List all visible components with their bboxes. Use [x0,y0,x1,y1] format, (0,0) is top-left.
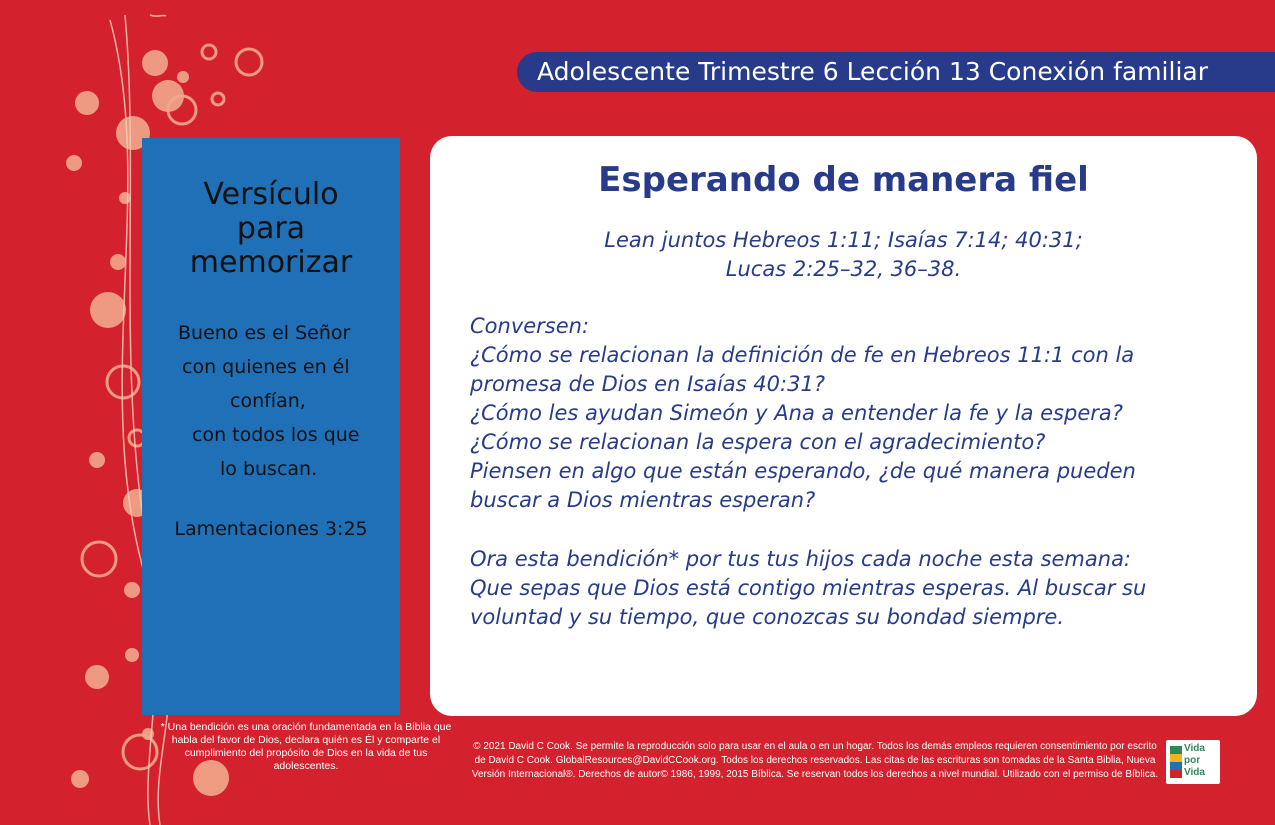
family-connection-card [430,136,1257,716]
header-title: Adolescente Trimestre 6 Lección 13 Conexión familiar [537,57,1208,86]
memory-verse-card [142,138,400,715]
logo-line: Vida [1184,743,1205,754]
blessing-footnote: * Una bendición es una oración fundamentada en la Biblia que habla del favor de Dios, declara quién es Él y comparte el cumplimiento del propósito de Dios en la vida de tus adolescentes. [160,721,452,772]
heading-line: Versículo [203,177,339,212]
verse-line: Bueno es el Señor [178,322,351,344]
discussion-line: ¿Cómo se relacionan la definición de fe en Hebreos 11:1 con la [470,343,1135,367]
blessing-line: Ora esta bendición* por tus tus hijos cada noche esta semana: [470,547,1132,571]
discussion-line: ¿Cómo les ayudan Simeón y Ana a entender la fe y la espera? [470,401,1123,425]
verse-line: lo buscan. [220,458,318,480]
blessing-line: Que sepas que Dios está contigo mientras esperas. Al buscar su [470,576,1147,600]
discussion-line: Conversen: [470,314,590,338]
heading-line: para [236,211,306,246]
verse-line: confían, [230,390,306,412]
heading-line: memorizar [189,245,353,280]
memory-verse-heading [142,178,400,280]
lesson-title: Esperando de manera fiel [598,160,1089,200]
discussion-line: Piensen en algo que están esperando, ¿de qué manera pueden [470,459,1136,483]
logo-line: por [1184,755,1201,766]
blessing-text [470,545,1250,632]
readings-line: Lean juntos Hebreos 1:11; Isaías 7:14; 40:31; [604,228,1083,252]
blessing-line: voluntad y su tiempo, que conozcas su bondad siempre. [470,605,1065,629]
discussion-line: ¿Cómo se relacionan la espera con el agradecimiento? [470,430,1046,454]
vida-por-vida-logo [1166,740,1220,784]
header-banner [517,52,1275,92]
readings-line: Lucas 2:25–32, 36–38. [725,257,962,281]
memory-verse-reference: Lamentaciones 3:25 [174,518,368,540]
memory-verse-text [142,316,400,486]
discussion-line: promesa de Dios en Isaías 40:31? [470,372,825,396]
logo-line: Vida [1184,767,1205,778]
verse-line: con todos los que [192,424,360,446]
copyright-notice: © 2021 David C Cook. Se permite la reproducción solo para usar en el aula o en un hogar. Todos los demás empleos requieren consentimiento por escrito de David C Cook. GlobalResources@DavidCCook.org. Todos los derechos reservados. Las citas de las escrituras son tomadas de la Santa Biblia, Nueva Versión Internacional®. Derechos de autor© 1986, 1999, 2015 Bíblica. Se reservan todos los derechos a nivel mundial. Utilizado con el permiso de Bíblica. [471,741,1159,780]
logo-text [1184,743,1218,779]
scripture-readings [430,226,1257,284]
verse-line: con quienes en él [182,356,350,378]
logo-mark-icon [1170,746,1182,778]
discussion-questions [470,312,1250,515]
discussion-line: buscar a Dios mientras esperan? [470,488,816,512]
